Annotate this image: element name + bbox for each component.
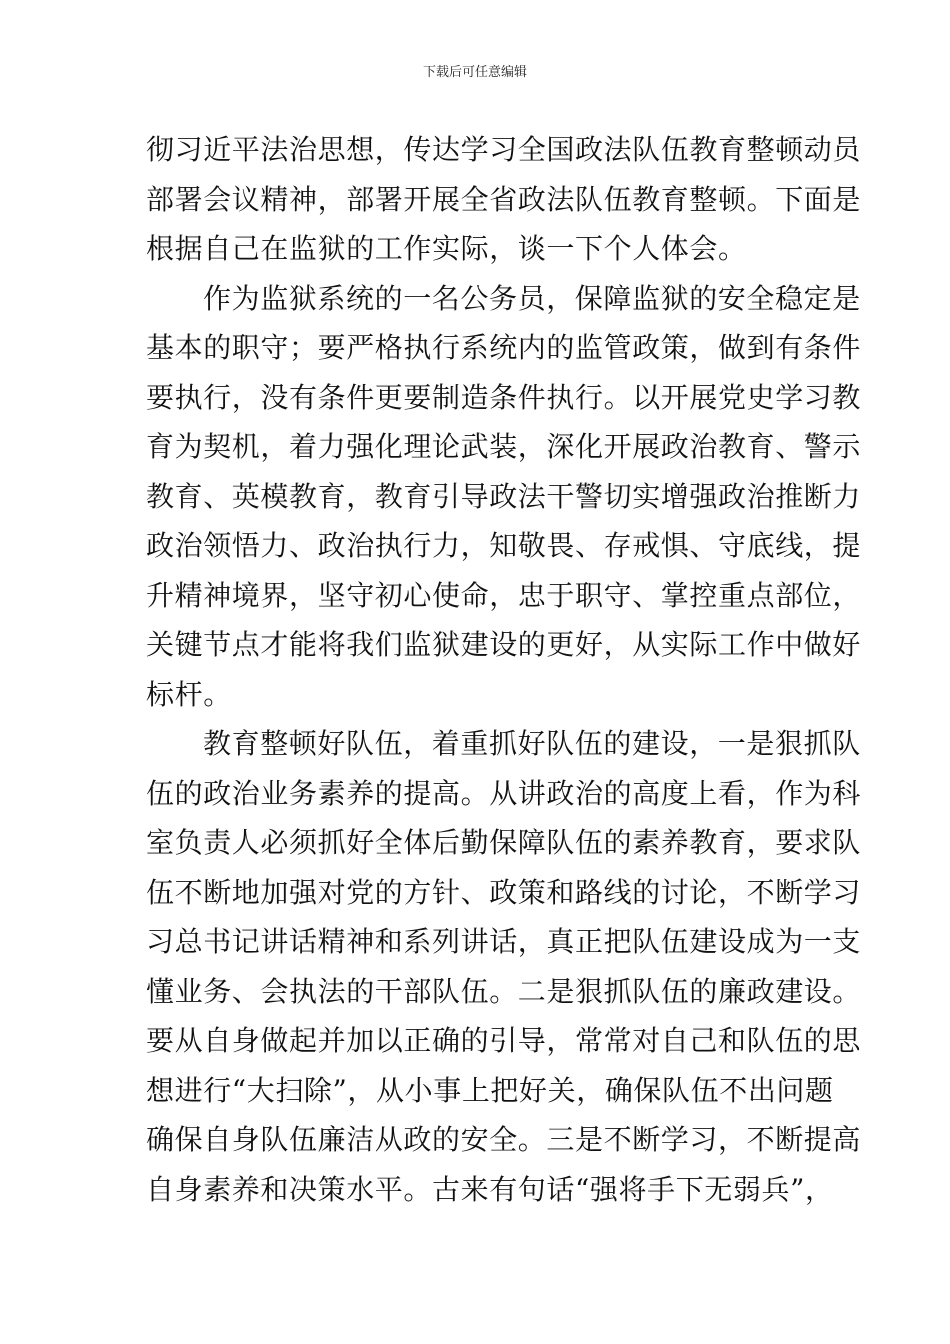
- text-line: 教育、英模教育，教育引导政法干警切实增强政治推断力: [146, 479, 862, 513]
- text-line: 自身素养和决策水平。古来有句话“强将手下无弱兵”，: [146, 1172, 834, 1206]
- text-line: 确保自身队伍廉洁从政的安全。三是不断学习，不断提高: [146, 1123, 862, 1156]
- text-line: 想进行“大扫除”，从小事上把好关，确保队伍不出问题: [146, 1073, 834, 1107]
- text-line: 部署会议精神，部署开展全省政法队伍教育整顿。下面是: [146, 182, 862, 216]
- text-line: 育为契机，着力强化理论武装，深化开展政治教育、警示: [146, 430, 862, 463]
- text-line: 政治领悟力、政治执行力，知敬畏、存戒惧、守底线，提: [146, 529, 862, 562]
- text-line: 基本的职守；要严格执行系统内的监管政策，做到有条件: [146, 331, 862, 364]
- text-line: 标杆。: [146, 677, 232, 711]
- text-line: 彻习近平法治思想，传达学习全国政法队伍教育整顿动员: [146, 133, 862, 166]
- text-line: 关键节点才能将我们监狱建设的更好，从实际工作中做好: [146, 628, 862, 661]
- text-line: 懂业务、会执法的干部队伍。二是狠抓队伍的廉政建设。: [146, 974, 862, 1008]
- paragraph-first-line: 教育整顿好队伍，着重抓好队伍的建设，一是狠抓队: [203, 727, 861, 760]
- text-line: 根据自己在监狱的工作实际，谈一下个人体会。: [146, 232, 747, 265]
- text-line: 室负责人必须抓好全体后勤保障队伍的素养教育，要求队: [146, 826, 862, 859]
- text-line: 升精神境界，坚守初心使命，忠于职守、掌控重点部位，: [146, 578, 862, 612]
- text-line: 要从自身做起并加以正确的引导，常常对自己和队伍的思: [146, 1024, 862, 1057]
- document-body: [146, 125, 862, 1214]
- paragraph-first-line: 作为监狱系统的一名公务员，保障监狱的安全稳定是: [203, 281, 861, 315]
- text-line: 伍不断地加强对党的方针、政策和路线的讨论，不断学习: [146, 875, 862, 909]
- text-line: 伍的政治业务素养的提高。从讲政治的高度上看，作为科: [146, 776, 862, 810]
- page-header: 下载后可任意编辑: [422, 65, 527, 80]
- text-line: 习总书记讲话精神和系列讲话，真正把队伍建设成为一支: [146, 925, 862, 958]
- text-line: 要执行，没有条件更要制造条件执行。以开展党史学习教: [146, 380, 862, 414]
